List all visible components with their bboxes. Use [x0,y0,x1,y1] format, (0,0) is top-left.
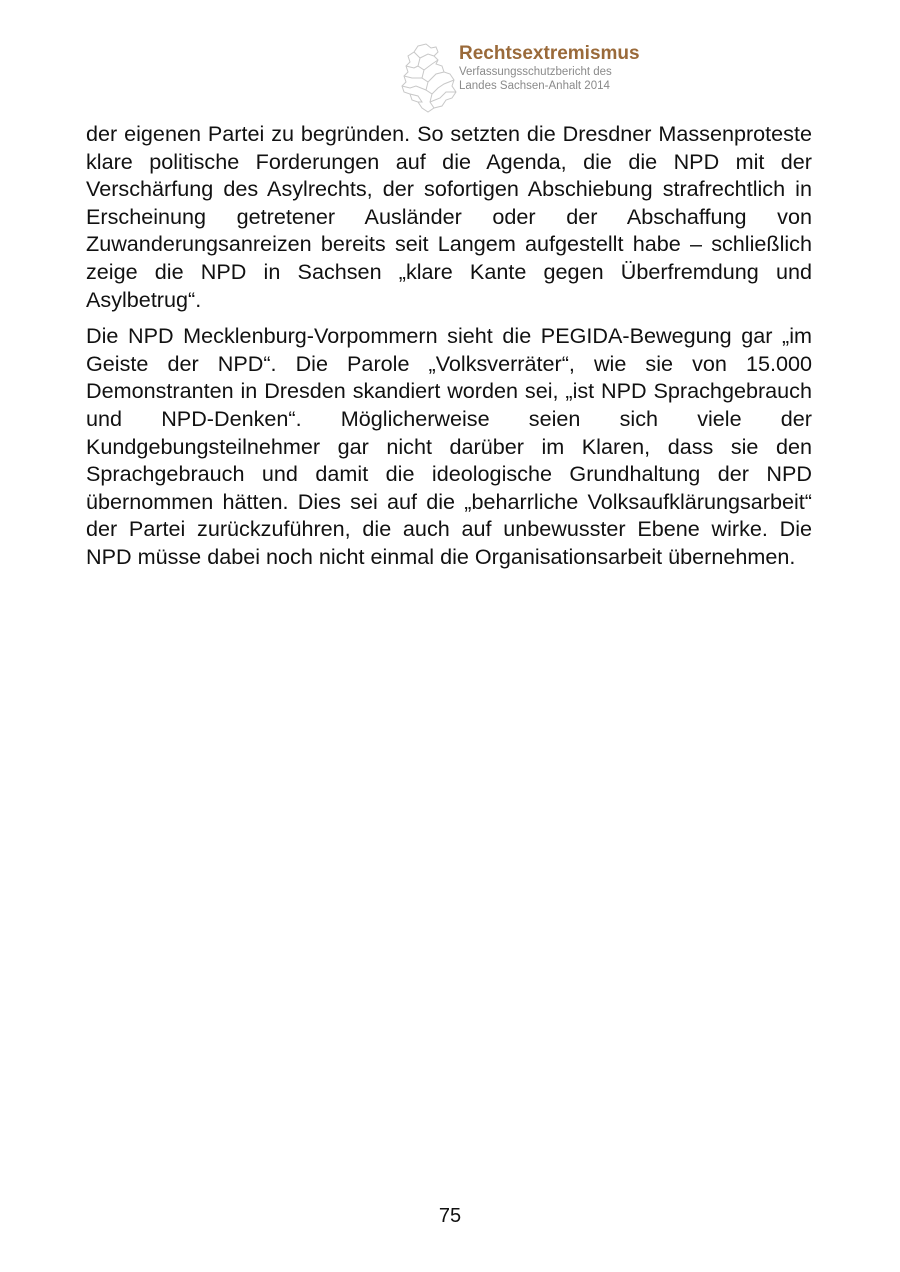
paragraph: Die NPD Mecklenburg-Vorpommern sieht die PEGIDA-Bewegung gar „im Geiste der NPD“. Die Parole „Volksverräter“, wie sie von 15.000 Demonstranten in Dresden skandiert worden sei, „ist NPD Sprachgebrauch und NPD-Denken“. Möglicherweise seien sich viele der Kundgebungsteilnehmer gar nicht darüber im Klaren, dass sie den Sprachgebrauch und damit die ideologische Grundhaltung der NPD übernommen hätten. Dies sei auf die „beharrliche Volksaufklärungsarbeit“ der Partei zurückzuführen, die auch auf unbewusster Ebene wirke. Die NPD müsse dabei noch nicht einmal die Organisationsarbeit übernehmen. [86,323,812,569]
page-header [398,40,698,112]
paragraph: der eigenen Partei zu begründen. So setzten die Dresdner Massenproteste klare politische Forderungen auf die Agenda, die die NPD mit der Verschärfung des Asylrechts, der sofortigen Abschiebung strafrechtlich in Erscheinung getretener Ausländer oder der Abschaffung von Zuwanderungsanreizen bereits seit Langem aufgestellt habe – schließlich zeige die NPD in Sachsen „klare Kante gegen Überfremdung und Asylbetrug“. [86,121,812,312]
header-text-block [459,43,640,93]
header-subtitle-line1: Verfassungsschutzbericht des [459,66,612,78]
header-title: Rechtsextremismus [459,43,640,64]
body-text [86,120,812,580]
page-number: 75 [438,1205,462,1227]
header-subtitle-line2: Landes Sachsen-Anhalt 2014 [459,80,610,92]
saxony-anhalt-map-icon [398,42,460,114]
